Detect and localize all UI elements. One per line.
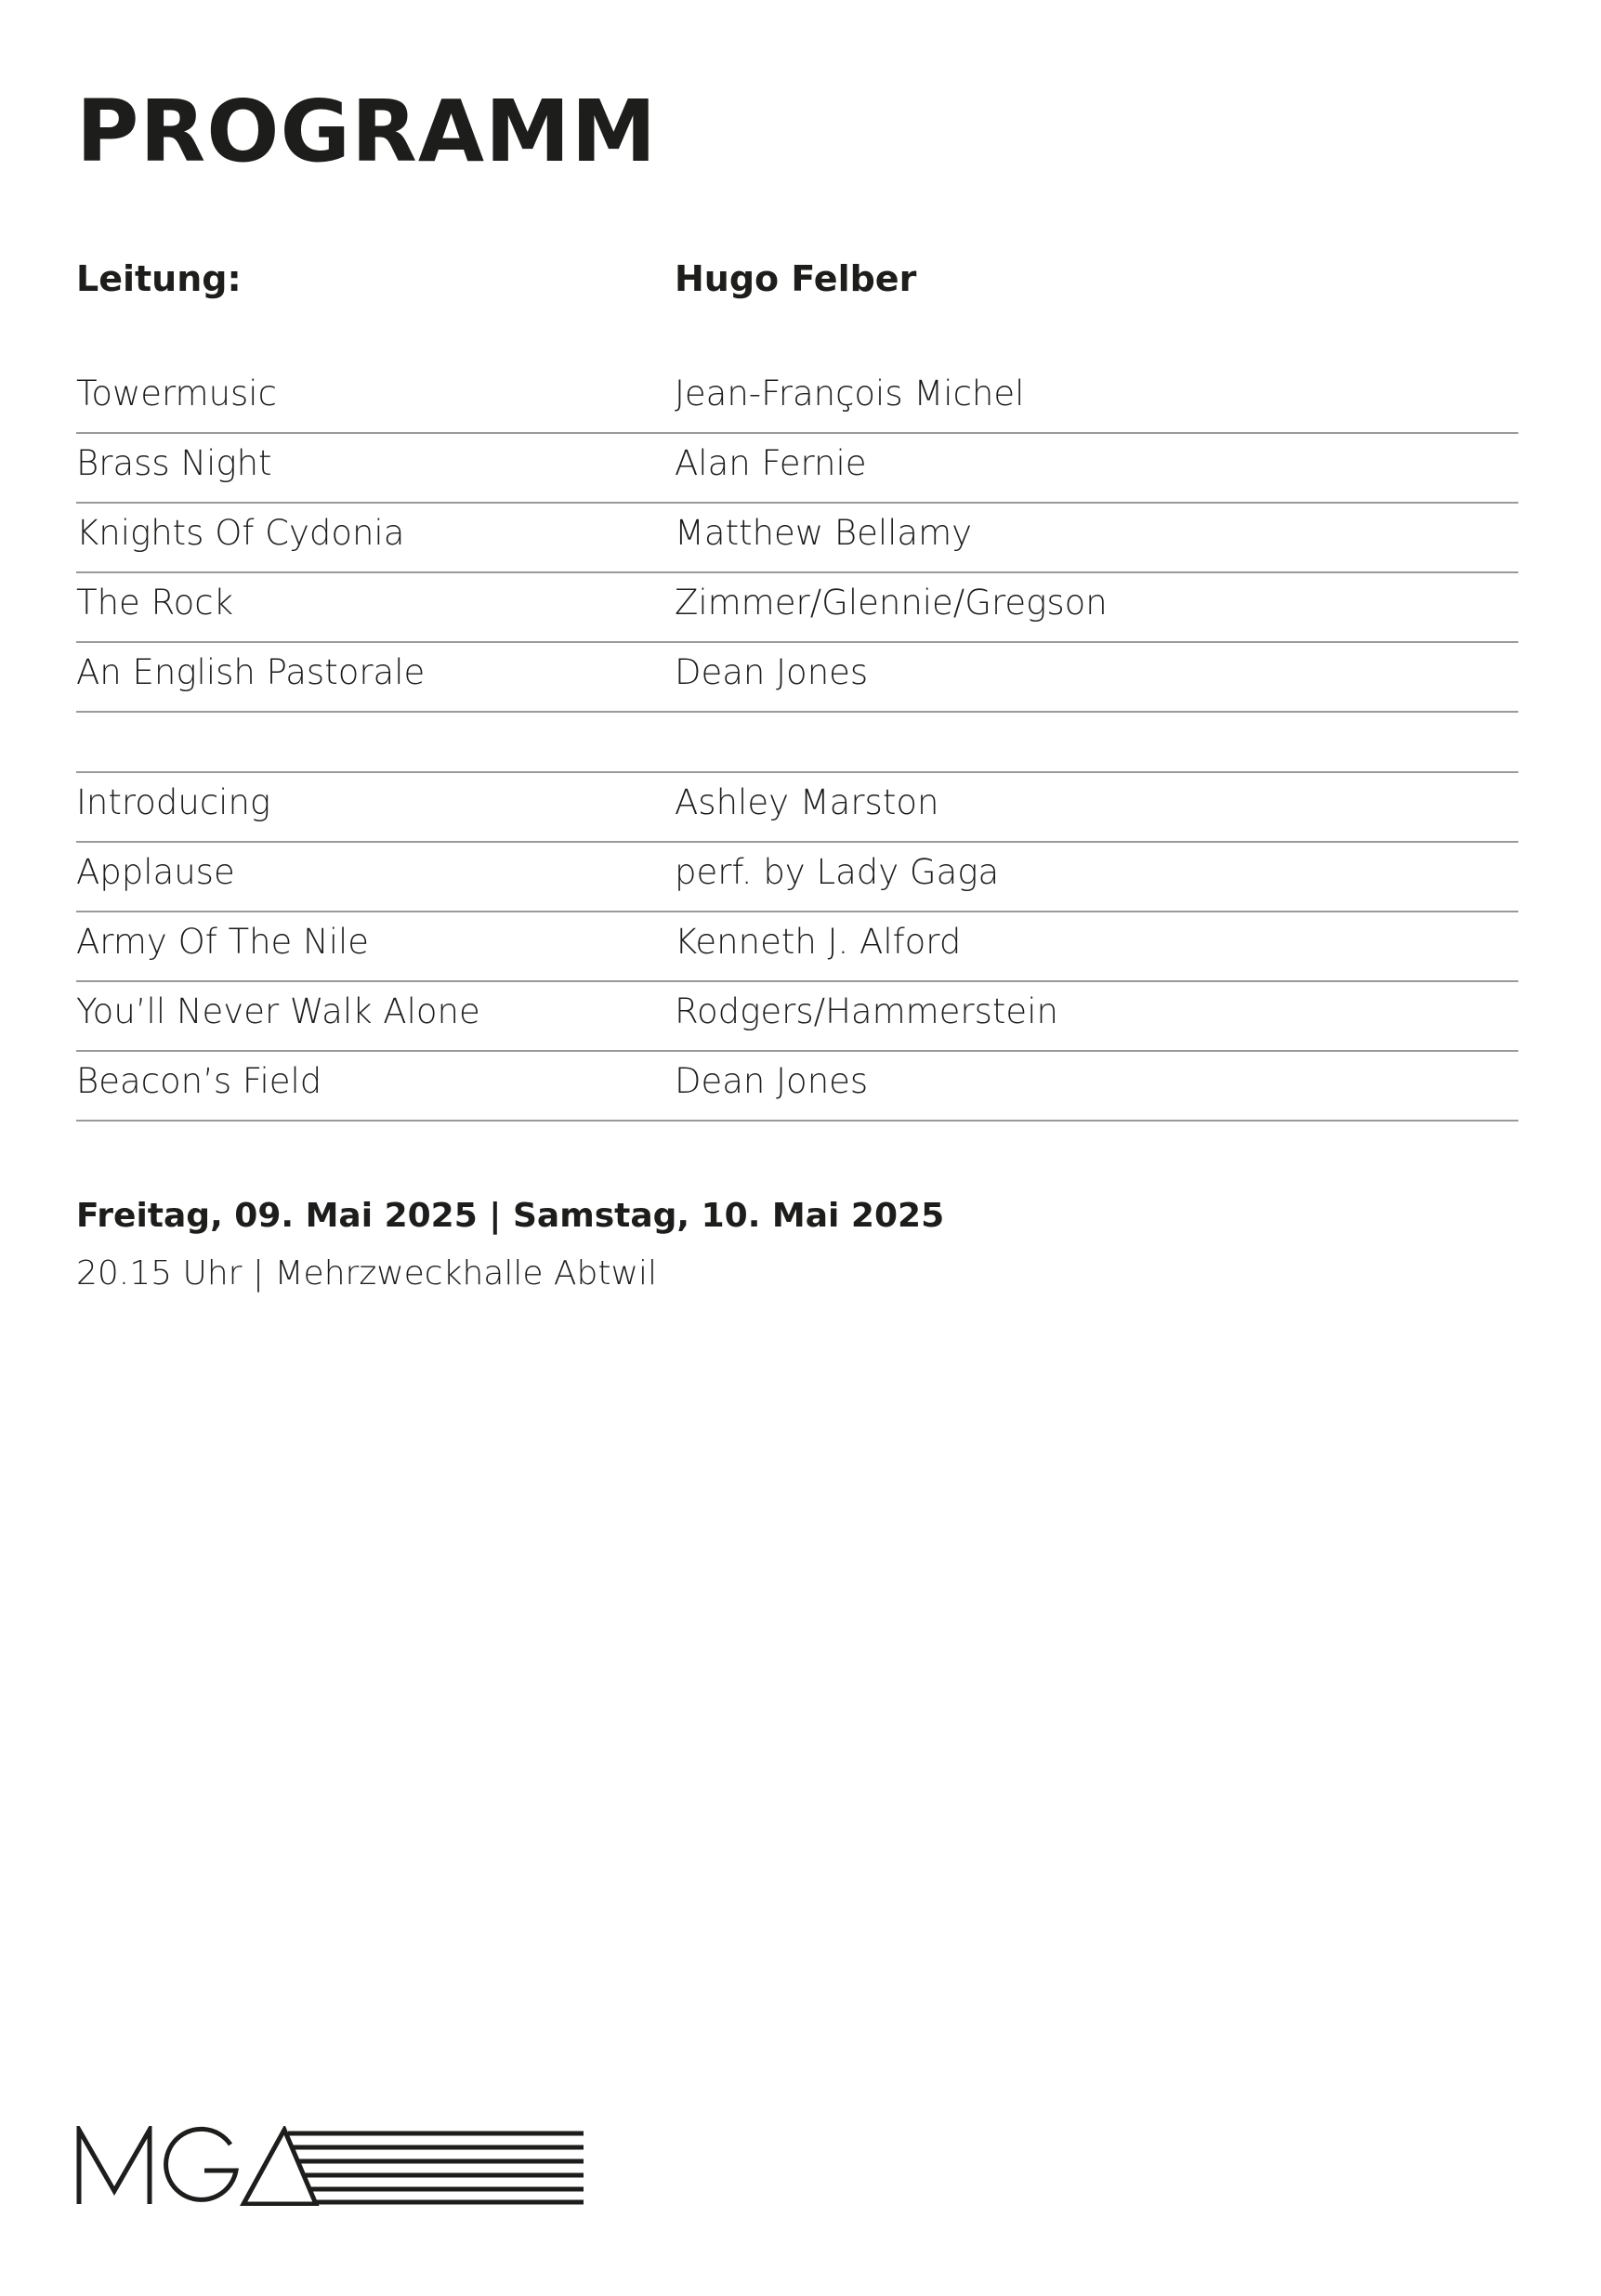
piece-composer: Dean Jones: [675, 1061, 869, 1101]
program-list-part-2: [76, 771, 1518, 1122]
logo-letter-g: [166, 2129, 236, 2199]
piece-title: Army Of The Nile: [76, 922, 370, 962]
leader-label: Leitung:: [76, 258, 242, 299]
leader-name: Hugo Felber: [675, 258, 917, 299]
piece-title: Brass Night: [76, 443, 272, 483]
piece-title: Introducing: [76, 782, 271, 822]
mga-logo-icon: [76, 2126, 585, 2206]
program-row: [76, 1052, 1518, 1122]
event-dates: Freitag, 09. Mai 2025 | Samstag, 10. Mai 2025: [76, 1197, 945, 1235]
program-row: [76, 573, 1518, 643]
piece-title: You’ll Never Walk Alone: [76, 991, 480, 1031]
program-row: [76, 504, 1518, 573]
program-row: [76, 643, 1518, 713]
page-title: PROGRAMM: [76, 82, 658, 181]
piece-composer: Jean-François Michel: [675, 374, 1025, 413]
piece-title: Towermusic: [76, 374, 277, 413]
program-row: [76, 982, 1518, 1052]
piece-composer: Alan Fernie: [675, 443, 867, 483]
piece-title: Applause: [76, 852, 235, 892]
logo-stripes: [288, 2133, 584, 2202]
program-row: [76, 912, 1518, 982]
piece-composer: Zimmer/Glennie/Gregson: [675, 583, 1108, 623]
event-time-venue: 20.15 Uhr | Mehrzweckhalle Abtwil: [76, 1254, 657, 1292]
piece-composer: Dean Jones: [675, 652, 869, 692]
piece-composer: Matthew Bellamy: [675, 513, 973, 553]
piece-title: Beacon’s Field: [76, 1061, 322, 1101]
piece-title: The Rock: [76, 583, 234, 623]
piece-title: An English Pastorale: [76, 652, 426, 692]
program-list-part-1: [76, 364, 1518, 713]
program-row: [76, 843, 1518, 912]
program-row: [76, 771, 1518, 843]
piece-composer: Kenneth J. Alford: [675, 922, 962, 962]
piece-title: Knights Of Cydonia: [76, 513, 405, 553]
piece-composer: perf. by Lady Gaga: [675, 852, 1000, 892]
piece-composer: Ashley Marston: [675, 782, 939, 822]
logo-letter-a: [243, 2130, 316, 2204]
piece-composer: Rodgers/Hammerstein: [675, 991, 1058, 1031]
logo-letter-m: [79, 2130, 150, 2204]
program-row: [76, 364, 1518, 434]
program-row: [76, 434, 1518, 504]
leader-row: [76, 258, 1518, 305]
